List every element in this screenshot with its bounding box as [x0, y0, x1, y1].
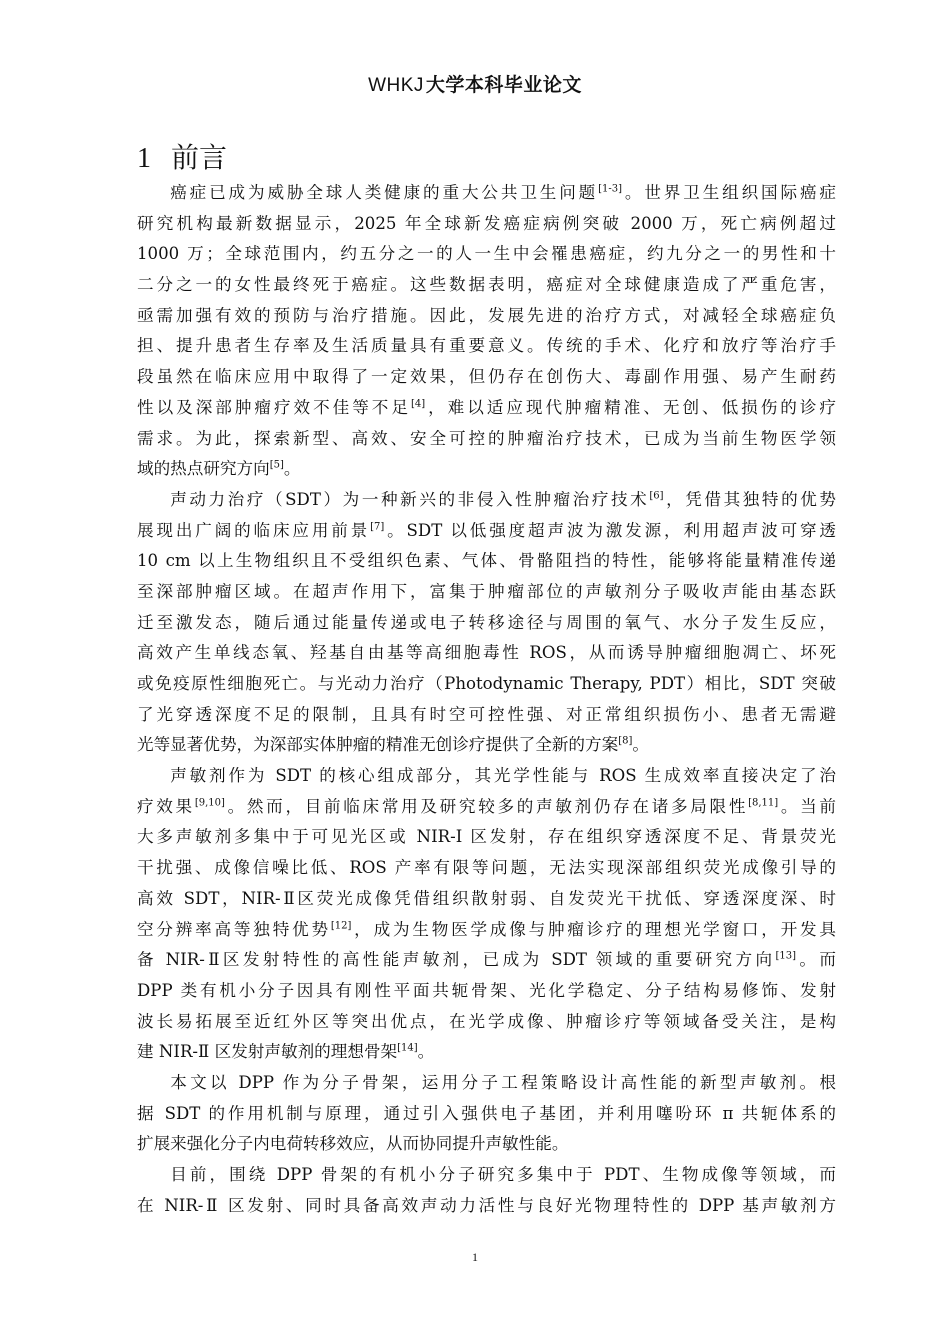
citation-marker: [7] — [370, 521, 385, 533]
section-title: 前言 — [171, 141, 228, 174]
text-line: 或免疫原性细胞死亡。与光动力治疗（Photodynamic Therapy, PDT）相比，SDT 突破 — [137, 674, 836, 693]
paragraph — [137, 178, 836, 485]
page-number: 1 — [472, 1250, 478, 1264]
text-line: 备 NIR-Ⅱ区发射特性的高性能声敏剂，已成为 SDT 领域的重要研究方向[13]。而 — [137, 950, 836, 970]
text-line: 高效 SDT，NIR-Ⅱ区荧光成像凭借组织散射弱、自发荧光干扰低、穿透深度深、时 — [137, 888, 836, 908]
text-line: 了光穿透深度不足的限制，且具有时空可控性强、对正常组织损伤小、患者无需避 — [137, 704, 836, 724]
text-line: 疗效果[9,10]。然而，目前临床常用及研究较多的声敏剂仍存在诸多局限性[8,11]。当前 — [137, 796, 836, 816]
text-line: 目前，围绕 DPP 骨架的有机小分子研究多集中于 PDT、生物成像等领域，而 — [170, 1165, 836, 1184]
paragraph — [137, 485, 836, 761]
paragraph — [137, 1160, 836, 1221]
text-line: 本文以 DPP 作为分子骨架，运用分子工程策略设计高性能的新型声敏剂。根 — [170, 1072, 836, 1092]
text-line: 担、提升患者生存率及生活质量具有重要意义。传统的手术、化疗和放疗等治疗手 — [137, 336, 836, 356]
text-line: 10 cm 以上生物组织且不受组织色素、气体、骨骼阻挡的特性，能够将能量精准传递 — [137, 551, 836, 571]
text-line: 声敏剂作为 SDT 的核心组成部分，其光学性能与 ROS 生成效率直接决定了治 — [170, 766, 836, 786]
text-line: 域的热点研究方向[5]。 — [137, 459, 301, 479]
section-number: 1 — [137, 143, 151, 174]
text-line: 展现出广阔的临床应用前景[7]。SDT 以低强度超声波为激发源，利用超声波可穿透 — [137, 520, 836, 540]
text-line: 空分辨率高等独特优势[12]，成为生物医学成像与肿瘤诊疗的理想光学窗口，开发具 — [137, 919, 836, 939]
citation-marker: [9,10] — [194, 797, 225, 809]
text-line: 干扰强、成像信噪比低、ROS 产率有限等问题，无法实现深部组织荧光成像引导的 — [137, 858, 836, 878]
text-line: 至深部肿瘤区域。在超声作用下，富集于肿瘤部位的声敏剂分子吸收声能由基态跃 — [137, 581, 836, 601]
text-line: 研究机构最新数据显示，2025 年全球新发癌症病例突破 2000 万，死亡病例超过 — [137, 213, 836, 233]
citation-marker: [8,11] — [748, 797, 779, 809]
text-line: DPP 类有机小分子因具有刚性平面共轭骨架、光化学稳定、分子结构易修饰、发射 — [137, 980, 836, 1000]
text-line: 1000 万；全球范围内，约五分之一的人一生中会罹患癌症，约九分之一的男性和十 — [137, 244, 836, 264]
citation-marker: [5] — [269, 459, 284, 471]
citation-marker: [1-3] — [598, 183, 623, 195]
text-line: 声动力治疗（SDT）为一种新兴的非侵入性肿瘤治疗技术[6]，凭借其独特的优势 — [170, 489, 836, 509]
text-line: 性以及深部肿瘤疗效不佳等不足[4]，难以适应现代肿瘤精准、无创、低损伤的诊疗 — [137, 397, 836, 417]
text-line: 据 SDT 的作用机制与原理，通过引入强供电子基团，并利用噻吩环 π 共轭体系的 — [137, 1103, 836, 1123]
section-heading — [137, 136, 227, 176]
text-line: 在 NIR-Ⅱ 区发射、同时具备高效声动力活性与良好光物理特性的 DPP 基声敏剂方 — [137, 1195, 836, 1215]
paragraph — [137, 761, 836, 1068]
text-line: 扩展来强化分子内电荷转移效应，从而协同提升声敏性能。 — [137, 1134, 569, 1154]
text-line: 光等显著优势，为深部实体肿瘤的精准无创诊疗提供了全新的方案[8]。 — [137, 735, 649, 755]
citation-marker: [8] — [618, 735, 633, 747]
body-text — [137, 178, 836, 1221]
text-line: 需求。为此，探索新型、高效、安全可控的肿瘤治疗技术，已成为当前生物医学领 — [137, 428, 836, 448]
citation-marker: [12] — [330, 919, 352, 931]
text-line: 段虽然在临床应用中取得了一定效果，但仍存在创伤大、毒副作用强、易产生耐药 — [137, 367, 836, 387]
text-line: 波长易拓展至近红外区等突出优点，在光学成像、肿瘤诊疗等领域备受关注，是构 — [137, 1011, 836, 1031]
text-line: 大多声敏剂多集中于可见光区或 NIR-I 区发射，存在组织穿透深度不足、背景荧光 — [137, 827, 836, 847]
citation-marker: [4] — [410, 398, 426, 410]
text-line: 癌症已成为威胁全球人类健康的重大公共卫生问题[1-3]。世界卫生组织国际癌症 — [170, 183, 836, 202]
text-line: 迁至激发态，随后通过能量传递或电子转移途径与周围的氧气、水分子发生反应， — [137, 612, 836, 632]
running-header — [0, 70, 950, 97]
text-line: 建 NIR-Ⅱ 区发射声敏剂的理想骨架[14]。 — [137, 1042, 435, 1062]
text-line: 二分之一的女性最终死于癌症。这些数据表明，癌症对全球健康造成了严重危害， — [137, 275, 836, 295]
paragraph — [137, 1068, 836, 1160]
text-line: 亟需加强有效的预防与治疗措施。因此，发展先进的治疗方式，对减轻全球癌症负 — [137, 305, 836, 325]
header-brand: WHKJ — [368, 75, 424, 96]
text-line: 高效产生单线态氧、羟基自由基等高细胞毒性 ROS，从而诱导肿瘤细胞凋亡、坏死 — [137, 643, 836, 663]
header-title: 大学本科毕业论文 — [425, 74, 582, 96]
citation-marker: [14] — [397, 1042, 418, 1054]
citation-marker: [13] — [775, 950, 797, 962]
citation-marker: [6] — [649, 490, 664, 502]
